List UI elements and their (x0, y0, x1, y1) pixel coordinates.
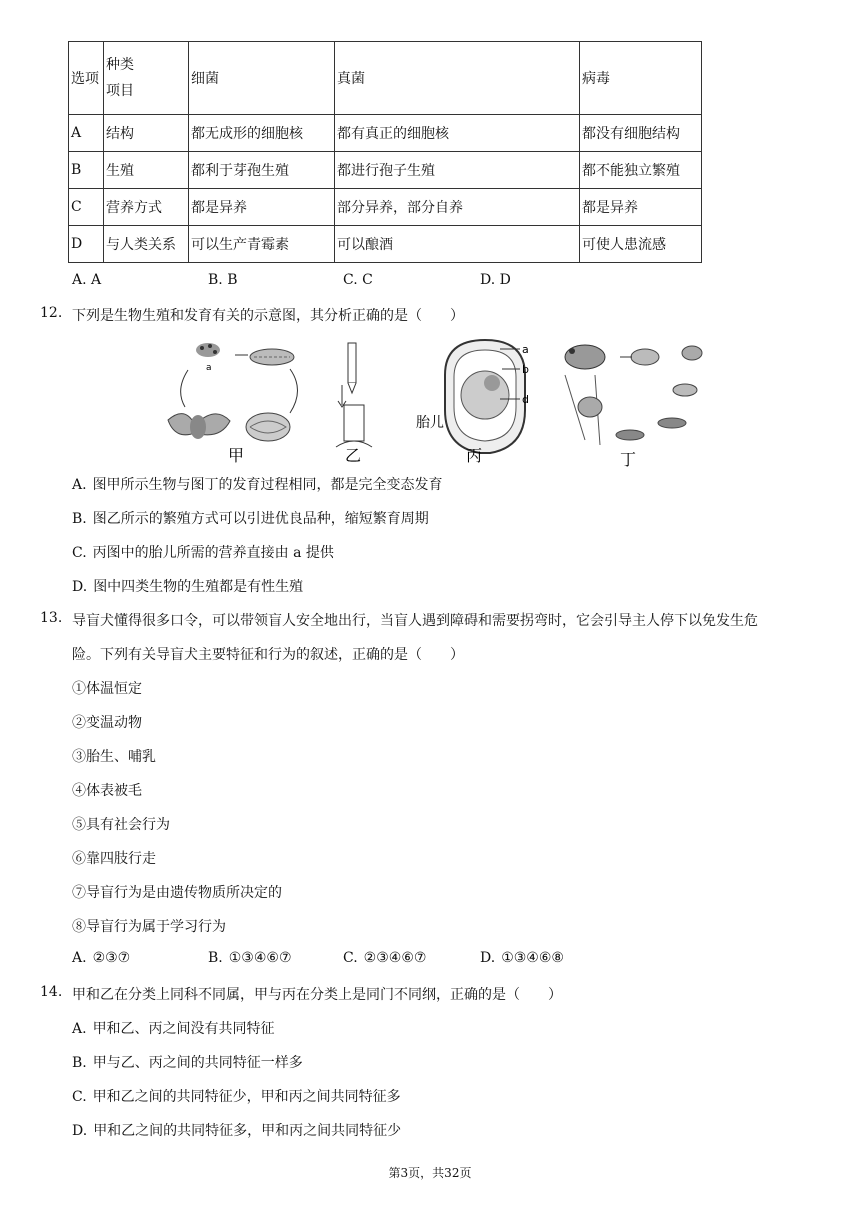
frog-cycle-figure (565, 345, 702, 467)
fig-label-a: a (522, 343, 529, 356)
q14-option-b[interactable]: B. 甲与乙、丙之间的共同特征一样多 (72, 1055, 303, 1071)
q13-item: ②变温动物 (72, 715, 142, 731)
table-row (69, 115, 702, 152)
q11-option-b[interactable]: B. B (208, 272, 238, 288)
row-fungi: 可以酿酒 (335, 226, 580, 263)
fig-label-jia: 甲 (228, 446, 245, 465)
fig-label-b: b (522, 363, 529, 376)
q13-item: ⑤具有社会行为 (72, 817, 170, 833)
q11-option-d[interactable]: D. D (480, 272, 511, 288)
q13-stem-line2: 险。下列有关导盲犬主要特征和行为的叙述，正确的是（ ） (72, 647, 464, 663)
row-virus: 都是异养 (580, 189, 702, 226)
q12-option-b[interactable]: B. 图乙所示的繁殖方式可以引进优良品种，缩短繁育周期 (72, 511, 429, 527)
row-item: 营养方式 (104, 189, 189, 226)
page-footer: 第3页，共32页 (388, 1166, 472, 1180)
comparison-table (68, 41, 702, 263)
q14-number: 14. (40, 984, 63, 1000)
fig-label-small-a: a (206, 363, 212, 373)
header-virus: 病毒 (580, 42, 702, 115)
q13-item: ④体表被毛 (72, 783, 142, 799)
fig-label-bing: 丙 (466, 446, 483, 465)
header-type: 种类 (106, 57, 134, 73)
q13-option-c[interactable]: C. ②③④⑥⑦ (343, 950, 427, 966)
row-bacteria: 可以生产青霉素 (189, 226, 335, 263)
q12-option-a[interactable]: A. 图甲所示生物与图丁的发育过程相同，都是完全变态发育 (72, 477, 443, 493)
fig-label-d: d (522, 393, 529, 406)
row-item: 与人类关系 (104, 226, 189, 263)
row-option: C (69, 189, 104, 226)
q14-stem: 甲和乙在分类上同科不同属，甲与丙在分类上是同门不同纲，正确的是（ ） (72, 987, 562, 1003)
row-fungi: 都进行孢子生殖 (335, 152, 580, 189)
row-virus: 都没有细胞结构 (580, 115, 702, 152)
row-option: A (69, 115, 104, 152)
q13-number: 13. (40, 610, 63, 626)
header-bacteria: 细菌 (189, 42, 335, 115)
row-option: B (69, 152, 104, 189)
table-row (69, 152, 702, 189)
q13-stem-line1: 导盲犬懂得很多口令，可以带领盲人安全地出行，当盲人遇到障碍和需要拐弯时，它会引导主人停下以免发生危 (72, 613, 758, 629)
q13-item: ①体温恒定 (72, 681, 142, 697)
header-diagonal-cell (104, 42, 189, 115)
q14-option-c[interactable]: C. 甲和乙之间的共同特征少，甲和丙之间共同特征多 (72, 1089, 401, 1105)
row-bacteria: 都无成形的细胞核 (189, 115, 335, 152)
fig-label-taier: 胎儿 (416, 415, 444, 431)
table-row (69, 226, 702, 263)
q13-item: ⑥靠四肢行走 (72, 851, 156, 867)
row-item: 生殖 (104, 152, 189, 189)
uterus-figure (416, 340, 529, 465)
q12-figure (140, 335, 730, 467)
q11-option-c[interactable]: C. C (343, 272, 373, 288)
q14-option-a[interactable]: A. 甲和乙、丙之间没有共同特征 (72, 1021, 275, 1037)
row-bacteria: 都利于芽孢生殖 (189, 152, 335, 189)
q13-option-b[interactable]: B. ①③④⑥⑦ (208, 950, 292, 966)
q11-option-a[interactable]: A. A (72, 272, 102, 288)
q12-number: 12. (40, 305, 63, 321)
fig-label-yi: 乙 (345, 446, 362, 465)
q13-item: ⑦导盲行为是由遗传物质所决定的 (72, 885, 282, 901)
grafting-figure (336, 343, 372, 465)
header-option: 选项 (69, 42, 104, 115)
header-fungi: 真菌 (335, 42, 580, 115)
q12-option-d[interactable]: D. 图中四类生物的生殖都是有性生殖 (72, 579, 304, 595)
row-option: D (69, 226, 104, 263)
q12-stem: 下列是生物生殖和发育有关的示意图，其分析正确的是（ ） (72, 308, 464, 324)
fig-label-ding: 丁 (620, 450, 637, 467)
row-fungi: 都有真正的细胞核 (335, 115, 580, 152)
silkworm-cycle-figure (168, 343, 298, 465)
row-fungi: 部分异养，部分自养 (335, 189, 580, 226)
q13-item: ③胎生、哺乳 (72, 749, 156, 765)
row-bacteria: 都是异养 (189, 189, 335, 226)
q13-item: ⑧导盲行为属于学习行为 (72, 919, 226, 935)
q12-option-c[interactable]: C. 丙图中的胎儿所需的营养直接由 a 提供 (72, 545, 334, 561)
q13-option-a[interactable]: A. ②③⑦ (72, 950, 131, 966)
row-virus: 都不能独立繁殖 (580, 152, 702, 189)
row-virus: 可使人患流感 (580, 226, 702, 263)
q14-option-d[interactable]: D. 甲和乙之间的共同特征多，甲和丙之间共同特征少 (72, 1123, 402, 1139)
q13-option-d[interactable]: D. ①③④⑥⑧ (480, 950, 564, 966)
header-item: 项目 (106, 83, 134, 99)
table-header-row (69, 42, 702, 115)
table-row (69, 189, 702, 226)
row-item: 结构 (104, 115, 189, 152)
